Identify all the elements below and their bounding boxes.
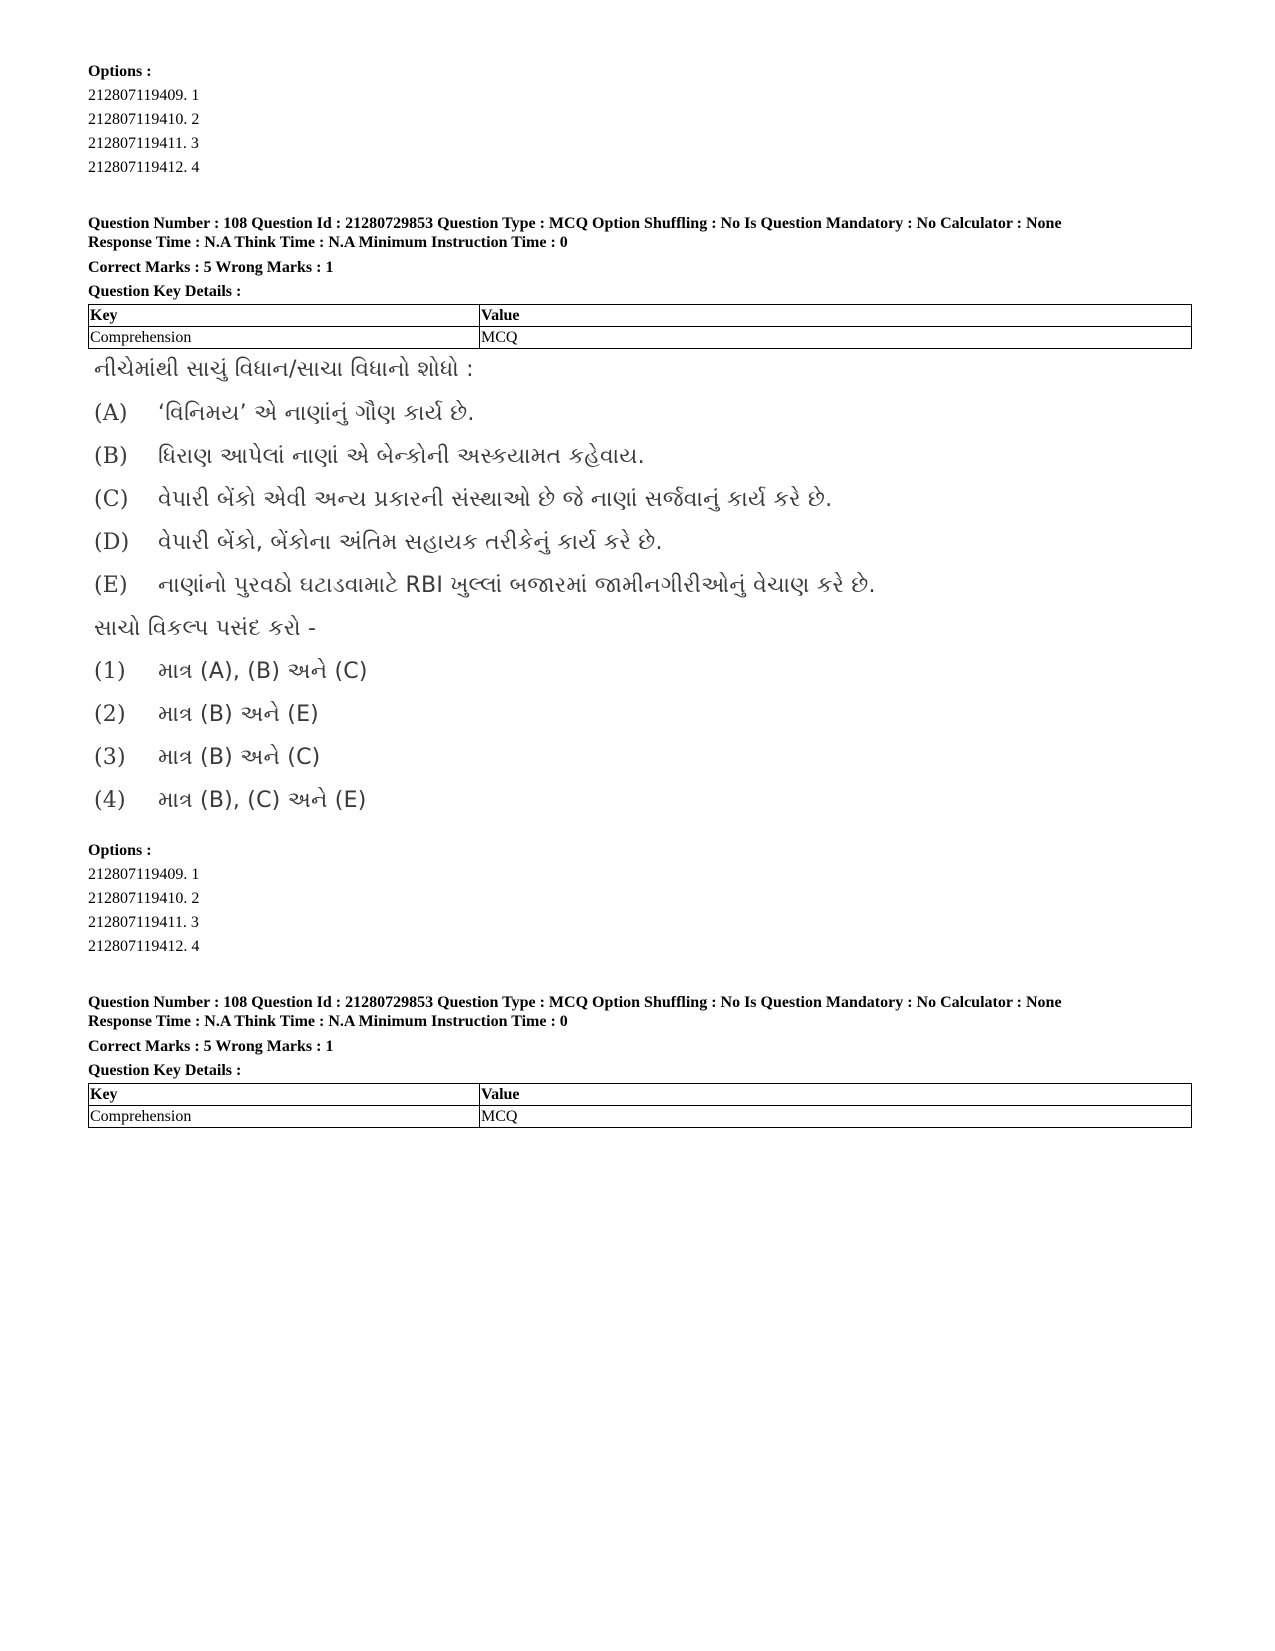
statement-label: (C): [94, 487, 129, 512]
option-item: 212807119410. 2: [88, 890, 200, 907]
table-cell-key: Comprehension: [89, 1106, 480, 1128]
option-item: 212807119409. 1: [88, 87, 200, 104]
statement-e: [94, 573, 876, 598]
question-image: [88, 353, 888, 839]
statement-label: (D): [94, 530, 130, 555]
question-marks: Correct Marks : 5 Wrong Marks : 1: [88, 259, 334, 276]
options-heading: Options :: [88, 842, 152, 859]
choice-4: [94, 788, 366, 813]
table-cell-key: Comprehension: [89, 327, 480, 349]
question-key-details-label: Question Key Details :: [88, 1062, 242, 1079]
option-item: 212807119409. 1: [88, 866, 200, 883]
choice-2: [94, 702, 319, 727]
table-header-key: Key: [89, 1084, 480, 1106]
choice-text: માત્ર (B), (C) અને (E): [158, 788, 367, 813]
statement-c: [94, 487, 832, 512]
question-header: [88, 993, 1192, 1031]
options-block-mid: [88, 839, 1192, 959]
options-block-top: [88, 60, 1192, 180]
question-meta-line1: Question Number : 108 Question Id : 21280729853 Question Type : MCQ Option Shuffling : No Is Question Mandatory : No Calculator : None: [88, 215, 1062, 232]
question-meta-line1: Question Number : 108 Question Id : 21280729853 Question Type : MCQ Option Shuffling : No Is Question Mandatory : No Calculator : None: [88, 994, 1062, 1011]
table-row: [89, 327, 1192, 349]
document-page: [88, 60, 1192, 1128]
statement-text: વેપારી બેંકો, બેંકોના અંતિમ સહાયક તરીકેનું કાર્ય કરે છે.: [158, 530, 663, 555]
choice-text: માત્ર (B) અને (E): [158, 702, 319, 727]
option-item: 212807119410. 2: [88, 111, 200, 128]
options-heading: Options :: [88, 63, 152, 80]
option-item: 212807119412. 4: [88, 938, 200, 955]
table-header-row: [89, 1084, 1192, 1106]
statement-text: વેપારી બેંકો એવી અન્ય પ્રકારની સંસ્થાઓ છે જે નાણાં સર્જવાનું કાર્ય કરે છે.: [158, 487, 833, 512]
question-key-table: [88, 304, 1192, 349]
table-header-key: Key: [89, 305, 480, 327]
table-row: [89, 1106, 1192, 1128]
choice-1: [94, 659, 368, 684]
choice-label: (3): [94, 745, 126, 770]
table-header-value: Value: [480, 305, 1192, 327]
table-header-value: Value: [480, 1084, 1192, 1106]
question-marks: Correct Marks : 5 Wrong Marks : 1: [88, 1038, 334, 1055]
choice-label: (2): [94, 702, 126, 727]
statement-b: [94, 444, 645, 469]
choice-label: (1): [94, 659, 126, 684]
statement-label: (A): [94, 401, 128, 426]
choice-label: (4): [94, 788, 126, 813]
choice-text: માત્ર (B) અને (C): [158, 745, 321, 770]
statement-label: (E): [94, 573, 128, 598]
question-meta-line2: Response Time : N.A Think Time : N.A Minimum Instruction Time : 0: [88, 234, 568, 251]
choice-text: માત્ર (A), (B) અને (C): [158, 659, 368, 684]
statement-text: નાણાંનો પુરવઠો ઘટાડવામાટે RBI ખુલ્લાં બજારમાં જામીનગીરીઓનું વેચાણ કરે છે.: [158, 573, 876, 598]
choice-3: [94, 745, 320, 770]
table-cell-value: MCQ: [480, 1106, 1192, 1128]
table-cell-value: MCQ: [480, 327, 1192, 349]
question-key-table: [88, 1083, 1192, 1128]
option-item: 212807119411. 3: [88, 914, 199, 931]
statement-text: ધિરાણ આપેલાં નાણાં એ બેન્કોની અસ્કયામત કહેવાય.: [158, 444, 645, 469]
question-key-details-label: Question Key Details :: [88, 283, 242, 300]
question-header: [88, 214, 1192, 252]
option-item: 212807119412. 4: [88, 159, 200, 176]
question-meta-line2: Response Time : N.A Think Time : N.A Minimum Instruction Time : 0: [88, 1013, 568, 1030]
statement-label: (B): [94, 444, 128, 469]
statement-text: ‘વિનિમય’ એ નાણાંનું ગૌણ કાર્ય છે.: [158, 401, 475, 426]
table-header-row: [89, 305, 1192, 327]
option-item: 212807119411. 3: [88, 135, 199, 152]
question-prompt: નીચેમાંથી સાચું વિધાન/સાચા વિધાનો શોધો :: [94, 357, 474, 382]
statement-d: [94, 530, 663, 555]
statement-a: [94, 401, 475, 426]
choose-instruction: સાચો વિકલ્પ પસંદ કરો -: [94, 616, 317, 641]
